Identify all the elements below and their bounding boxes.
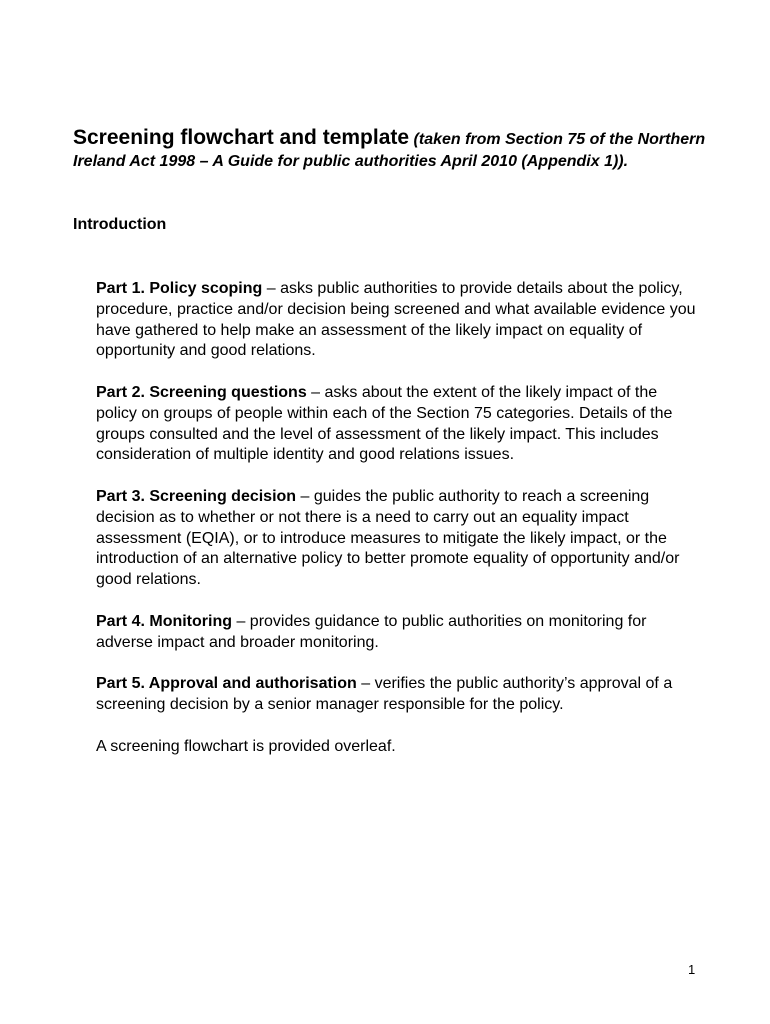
part-3-text: – guides the public authority to reach a screening decision as to whether or not there is a need to carry out an equality impact assessment (EQIA), or to introduce measures to mitigate the likely impact, or the introduction of an alternative policy to better promote equality of opportunity and/or good relations. bbox=[96, 487, 680, 589]
part-5-label: Part 5. Approval and authorisation bbox=[96, 675, 357, 693]
part-3-label: Part 3. Screening decision bbox=[96, 487, 297, 505]
part-3-paragraph bbox=[96, 487, 701, 591]
document-title bbox=[73, 127, 713, 173]
page-number: 1 bbox=[688, 962, 696, 977]
part-1-text: – asks public authorities to provide details about the policy, procedure, practice and/or decision being screened and what available evidence you have gathered to help make an assessment of the likely impact on equality of opportunity and good relations. bbox=[96, 280, 696, 360]
part-5-text: – verifies the public authority’s approval of a screening decision by a senior manager responsible for the policy. bbox=[96, 675, 673, 713]
part-2-text: – asks about the extent of the likely impact of the policy on groups of people within each of the Section 75 categories. Details of the groups consulted and the level of assessment of the likely impact. This includes consideration of multiple identity and good relations issues. bbox=[96, 383, 673, 464]
parts-list bbox=[96, 279, 701, 757]
part-1-label: Part 1. Policy scoping bbox=[96, 280, 263, 297]
part-4-label: Part 4. Monitoring bbox=[96, 612, 232, 630]
part-1-paragraph bbox=[96, 279, 701, 362]
closing-paragraph: A screening flowchart is provided overleaf. bbox=[96, 737, 396, 755]
part-2-paragraph bbox=[96, 383, 701, 466]
title-subtitle: (taken from Section 75 of the Northern Ireland Act 1998 – A Guide for public authorities April 2010 (Appendix 1)). bbox=[73, 131, 706, 170]
part-4-text: – provides guidance to public authorities on monitoring for adverse impact and broader monitoring. bbox=[96, 612, 647, 651]
part-2-label: Part 2. Screening questions bbox=[96, 383, 307, 401]
introduction-heading: Introduction bbox=[73, 216, 167, 233]
title-main: Screening flowchart and template bbox=[73, 126, 410, 149]
part-4-paragraph bbox=[96, 612, 701, 654]
part-5-paragraph bbox=[96, 674, 701, 716]
